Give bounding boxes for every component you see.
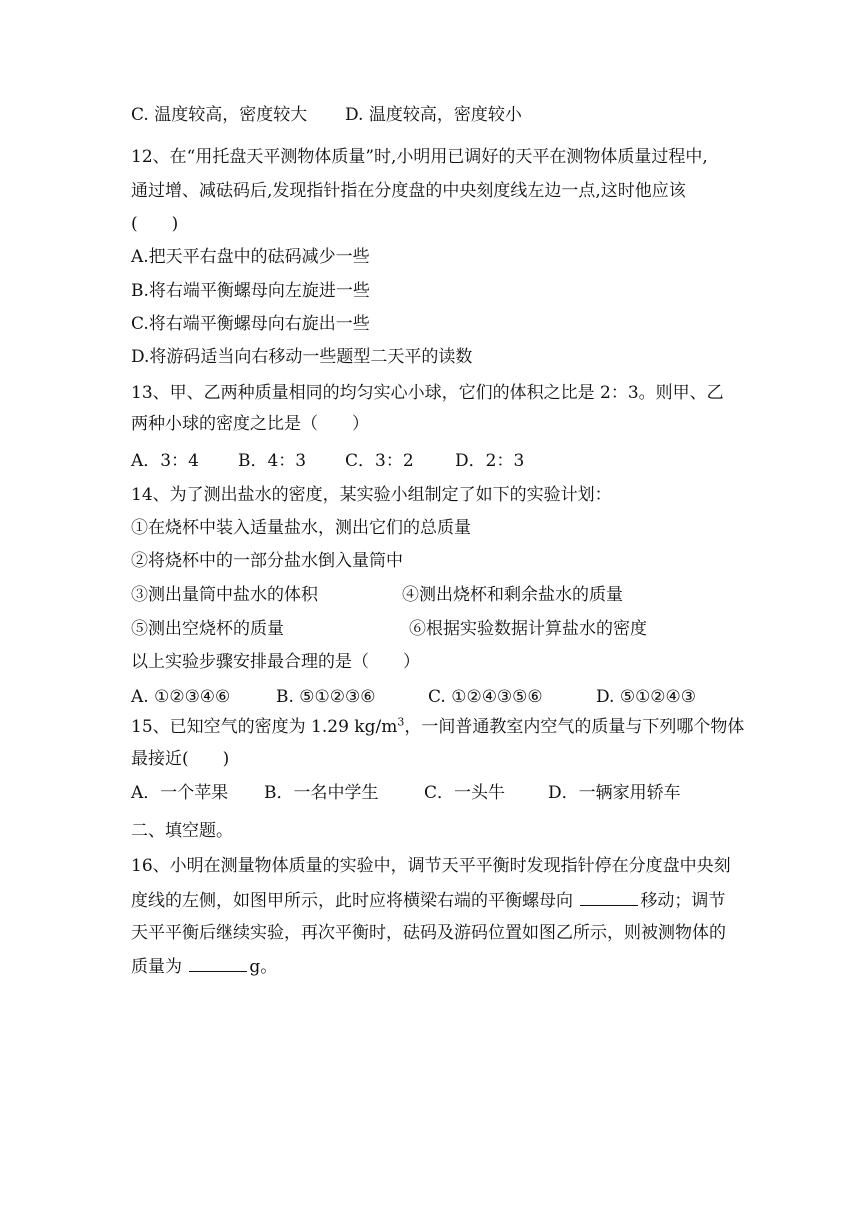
q14-step2: ②将烧杯中的一部分盐水倒入量筒中: [131, 551, 403, 571]
q14-option-d: D. ⑤①②④③: [596, 687, 697, 707]
q14-step6: ⑥根据实验数据计算盐水的密度: [409, 619, 647, 639]
q13-option-c: C．3：2: [345, 451, 414, 471]
q16-line1: 16、小明在测量物体质量的实验中，调节天平平衡时发现指针停在分度盘中央刻: [131, 856, 731, 876]
q15-stem-line2: 最接近( ): [131, 749, 230, 769]
q16-line2-text: 度线的左侧，如图甲所示，此时应将横梁右端的平衡螺母向: [131, 891, 573, 911]
q16-line4: [131, 955, 277, 978]
q12-stem-line1: 12、在“用托盘天平测物体质量”时,小明用已调好的天平在测物体质量过程中,: [131, 147, 708, 167]
q13-option-a: A．3：4: [131, 451, 199, 471]
q16-line2-tail: 移动；调节: [640, 891, 726, 911]
q13-stem-line1: 13、甲、乙两种质量相同的均匀实心小球，它们的体积之比是 2：3。则甲、乙: [131, 383, 724, 403]
q16-line2: [131, 889, 725, 912]
q13-option-b: B．4：3: [238, 451, 307, 471]
q14-stem: 14、为了测出盐水的密度，某实验小组制定了如下的实验计划：: [131, 485, 612, 505]
q12-option-b: B.将右端平衡螺母向左旋进一些: [131, 281, 370, 301]
q14-option-a: A. ①②③④⑥: [131, 687, 231, 707]
q14-step1: ①在烧杯中装入适量盐水，测出它们的总质量: [131, 518, 471, 538]
q13-stem-line2: 两种小球的密度之比是（ ）: [131, 414, 369, 434]
q14-option-c: C. ①②④③⑤⑥: [428, 687, 543, 707]
section2-title: 二、填空题。: [131, 821, 233, 841]
q15-stem-part2: ，一间普通教室内空气的质量与下列哪个物体: [404, 717, 745, 737]
q15-option-b: B．一名中学生: [264, 783, 379, 803]
q14-question: 以上实验步骤安排最合理的是（ ）: [131, 652, 420, 672]
q12-option-d: D.将游码适当向右移动一些题型二天平的读数: [131, 347, 473, 367]
q14-step3: ③测出量筒中盐水的体积: [131, 585, 318, 605]
q12-option-c: C.将右端平衡螺母向右旋出一些: [131, 314, 370, 334]
q11-option-c: C. 温度较高，密度较大: [131, 105, 308, 125]
q12-stem-line2: 通过增、减砝码后,发现指针指在分度盘的中央刻度线左边一点,这时他应该: [131, 181, 686, 201]
q14-option-b: B. ⑤①②③⑥: [276, 687, 376, 707]
q16-blank-mass[interactable]: [189, 955, 247, 972]
q14-step4: ④测出烧杯和剩余盐水的质量: [402, 585, 623, 605]
q16-line3: 天平平衡后继续实验，再次平衡时，砝码及游码位置如图乙所示，则被测物体的: [131, 923, 726, 943]
q12-bracket: ( ): [131, 214, 179, 234]
q13-option-d: D．2：3: [455, 451, 525, 471]
q15-stem-part1: 15、已知空气的密度为 1.29 kg/m: [131, 717, 398, 737]
q15-option-d: D．一辆家用轿车: [548, 783, 681, 803]
q16-blank-direction[interactable]: [580, 889, 638, 906]
q15-option-c: C．一头牛: [424, 783, 506, 803]
q15-stem-sup: 3: [397, 715, 405, 729]
q15-stem-line1: [131, 716, 744, 738]
q16-line4-tail: g。: [249, 957, 278, 977]
q12-option-a: A.把天平右盘中的砝码减少一些: [131, 247, 370, 267]
q15-option-a: A．一个苹果: [131, 783, 229, 803]
q11-option-d: D. 温度较高，密度较小: [345, 105, 522, 125]
q14-step5: ⑤测出空烧杯的质量: [131, 619, 284, 639]
q16-line4-text: 质量为: [131, 957, 182, 977]
